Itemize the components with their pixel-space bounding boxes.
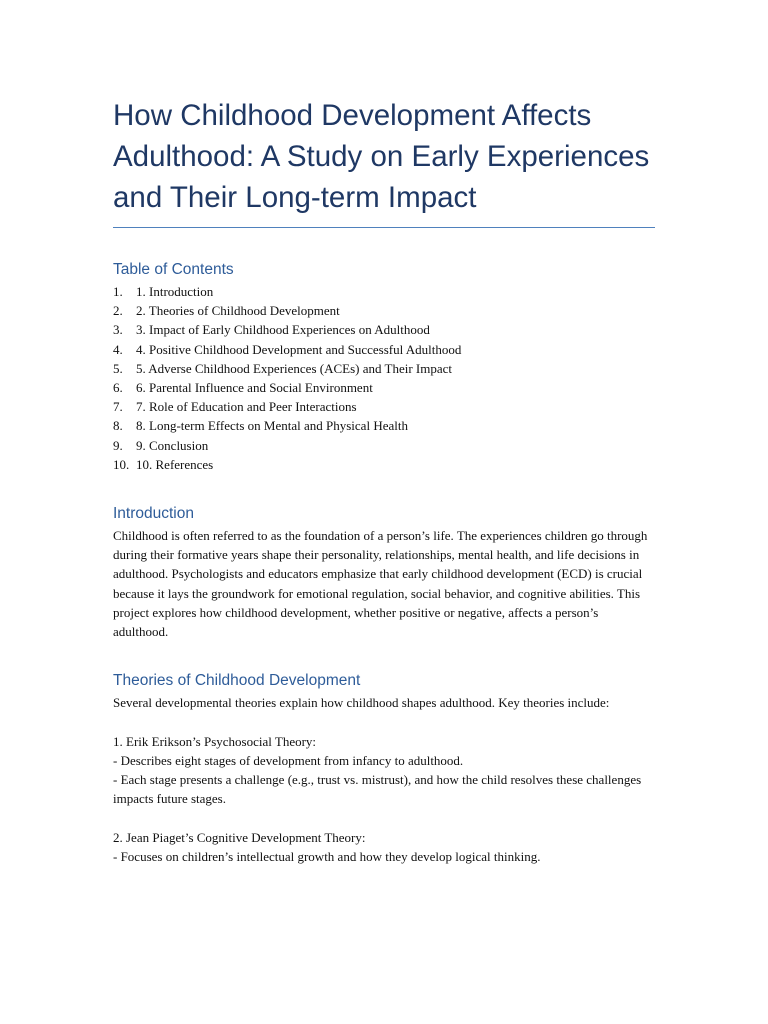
toc-item-positive[interactable]	[113, 340, 655, 359]
paragraph-spacer	[113, 712, 655, 731]
toc-item-parental[interactable]	[113, 378, 655, 397]
toc-item-label: 6. Parental Influence and Social Environment	[136, 380, 373, 396]
toc-item-label: 3. Impact of Early Childhood Experiences on Adulthood	[136, 322, 430, 338]
piaget-title: 2. Jean Piaget’s Cognitive Development Theory:	[113, 829, 366, 845]
toc-item-label: 2. Theories of Childhood Development	[136, 303, 340, 319]
toc-item-label: 10. References	[136, 456, 214, 472]
document-title: How Childhood Development Affects Adulthood: A Study on Early Experiences and Their Long-term Impact	[113, 95, 655, 228]
toc-item-education[interactable]	[113, 397, 655, 416]
theories-intro-paragraph: Several developmental theories explain how childhood shapes adulthood. Key theories include:	[113, 695, 610, 711]
toc-item-label: 1. Introduction	[136, 284, 214, 299]
introduction-paragraph: Childhood is often referred to as the foundation of a person’s life. The experiences children go through during their formative years shape their personality, relationships, mental health, and life decisions in adulthood. Psychologists and educators emphasize that early childhood development (ECD) is crucial because it lays the groundwork for emotional regulation, social behavior, and cognitive abilities. This project explores how childhood development, whether positive or negative, affects a person’s adulthood.	[113, 528, 648, 640]
toc-item-number: 10.	[113, 456, 130, 472]
toc-item-number: 4.	[113, 341, 123, 357]
table-of-contents	[113, 282, 655, 474]
introduction-heading: Introduction	[113, 505, 194, 523]
toc-item-conclusion[interactable]	[113, 436, 655, 455]
toc-item-impact[interactable]	[113, 320, 655, 339]
toc-item-label: 5. Adverse Childhood Experiences (ACEs) and Their Impact	[136, 360, 453, 376]
toc-item-label: 8. Long-term Effects on Mental and Physical Health	[136, 418, 408, 434]
toc-heading: Table of Contents	[113, 261, 234, 278]
theories-heading: Theories of Childhood Development	[113, 672, 361, 690]
document-page	[113, 95, 655, 866]
erikson-title: 1. Erik Erikson’s Psychosocial Theory:	[113, 733, 317, 749]
paragraph-spacer	[113, 808, 655, 827]
toc-item-label: 7. Role of Education and Peer Interactions	[136, 399, 357, 415]
toc-item-theories[interactable]	[113, 301, 655, 320]
toc-item-label: 4. Positive Childhood Development and Successful Adulthood	[136, 341, 462, 357]
toc-item-number: 3.	[113, 322, 123, 338]
toc-item-references[interactable]	[113, 455, 655, 474]
toc-item-number: 8.	[113, 418, 123, 434]
toc-item-health[interactable]	[113, 416, 655, 435]
toc-item-number: 7.	[113, 399, 123, 415]
toc-item-aces[interactable]	[113, 359, 655, 378]
toc-item-number: 9.	[113, 437, 123, 453]
toc-item-number: 5.	[113, 360, 123, 376]
toc-item-introduction[interactable]	[113, 282, 655, 301]
erikson-point-1: - Describes eight stages of development from infancy to adulthood.	[113, 752, 464, 768]
piaget-point-1: - Focuses on children’s intellectual growth and how they develop logical thinking.	[113, 848, 541, 864]
erikson-point-2: - Each stage presents a challenge (e.g., trust vs. mistrust), and how the child resolves these challenges impacts future stages.	[113, 772, 642, 807]
toc-item-number: 2.	[113, 303, 123, 319]
toc-item-number: 6.	[113, 380, 123, 396]
toc-item-label: 9. Conclusion	[136, 437, 209, 453]
toc-item-number: 1.	[113, 284, 123, 299]
